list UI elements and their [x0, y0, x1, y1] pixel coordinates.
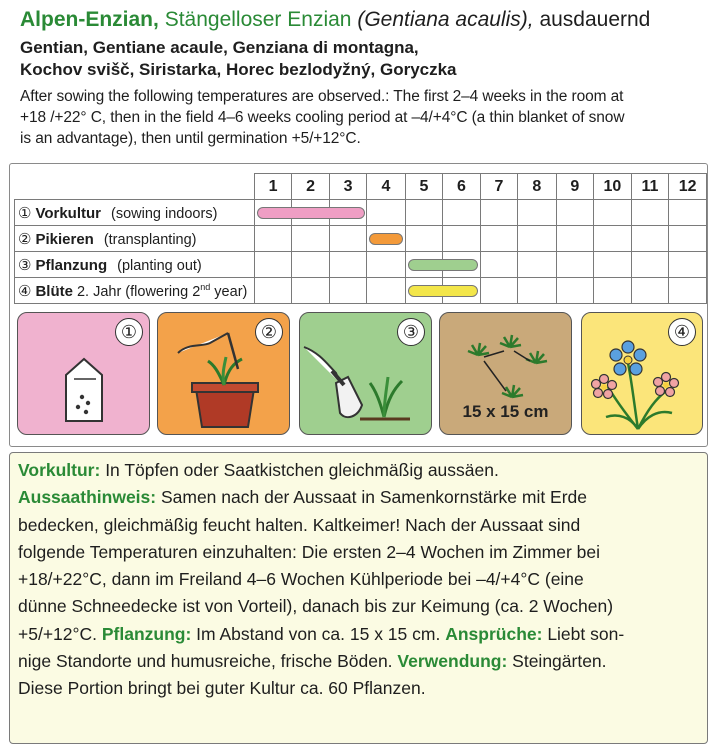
intro-line-2: +18 /+22° C, then in the field 4–6 weeks cooling period at –4/+4°C (a thin blanket of snow: [20, 109, 625, 126]
info-line-9: Diese Portion bringt bei guter Kultur ca. 60 Pflanzen.: [18, 678, 426, 699]
month-cell: [594, 252, 632, 278]
month-cell: [631, 278, 669, 304]
key-ansprueche: Ansprüche:: [445, 623, 543, 644]
key-verwendung: Verwendung:: [397, 651, 508, 672]
month-cell: [594, 226, 632, 252]
month-header: 9: [556, 174, 593, 200]
month-cell: [556, 200, 593, 226]
month-cell: [518, 252, 556, 278]
month-cell: [631, 252, 669, 278]
title-duration: ausdauernd: [539, 8, 651, 31]
month-cell: [405, 252, 442, 278]
step-name-en: (transplanting): [103, 231, 197, 248]
step-badge-2: ②: [255, 318, 283, 346]
month-cell: [329, 200, 366, 226]
calendar-panel: [9, 163, 708, 447]
calendar-row-vorkultur: [15, 200, 707, 226]
cultivation-info: [9, 452, 708, 744]
month-header: 3: [329, 174, 366, 200]
step-name-en-post: year): [210, 283, 248, 300]
step-number: ①: [18, 204, 32, 222]
title-main: Alpen-Enzian,: [20, 8, 159, 31]
month-cell: [254, 226, 291, 252]
info-line-3: bedecken, gleichmäßig feucht halten. Kaltkeimer! Nach der Aussaat sind: [18, 514, 581, 535]
info-line-4: folgende Temperaturen einzuhalten: Die ersten 2–4 Wochen im Zimmer bei: [18, 541, 601, 562]
step-name-en-sup: nd: [200, 281, 211, 292]
text-aussaat-6: +5/+12°C.: [18, 623, 97, 644]
calendar-row-pikieren: [15, 226, 707, 252]
month-cell: [329, 278, 366, 304]
spacing-label: 15 x 15 cm: [462, 402, 549, 421]
product-title: [20, 6, 710, 34]
month-cell: [669, 252, 707, 278]
info-line-7: [18, 621, 699, 648]
tile-flowering: [581, 312, 703, 435]
month-cell: [669, 278, 707, 304]
month-cell: [480, 278, 517, 304]
month-cell: [669, 226, 707, 252]
step-badge-1: ①: [115, 318, 143, 346]
month-cell: [556, 226, 593, 252]
row-label: [15, 252, 255, 278]
step-number: ④: [18, 282, 32, 300]
text-vorkultur: In Töpfen oder Saatkistchen gleichmäßig aussäen.: [100, 460, 499, 480]
month-cell: [405, 200, 442, 226]
month-cell: [292, 226, 329, 252]
calendar-corner: [15, 174, 255, 200]
step-name-en: (planting out): [117, 257, 202, 274]
month-cell: [556, 252, 593, 278]
month-cell: [254, 200, 291, 226]
month-cell: [518, 226, 556, 252]
step-name-de: Pflanzung: [35, 256, 108, 274]
calendar-row-pflanzung: [15, 252, 707, 278]
month-cell: [367, 200, 405, 226]
month-cell: [367, 278, 405, 304]
step-name-de: Pikieren: [35, 230, 94, 248]
month-cell: [443, 200, 480, 226]
month-cell: [367, 226, 405, 252]
month-header: 7: [480, 174, 517, 200]
month-cell: [292, 252, 329, 278]
row-label: [15, 226, 255, 252]
month-header: 1: [254, 174, 291, 200]
calendar-row-bluete: [15, 278, 707, 304]
tile-transplanting: [157, 312, 290, 435]
month-header: 2: [292, 174, 329, 200]
month-cell: [254, 252, 291, 278]
month-header: 10: [594, 174, 632, 200]
month-cell: [329, 252, 366, 278]
month-cell: [669, 200, 707, 226]
month-cell: [443, 252, 480, 278]
month-cell: [443, 226, 480, 252]
step-name-de: Vorkultur: [35, 204, 102, 222]
row-label: [15, 278, 255, 304]
key-aussaathinweis: Aussaathinweis:: [18, 487, 157, 508]
month-cell: [518, 278, 556, 304]
month-cell: [443, 278, 480, 304]
step-pictograms: [17, 312, 702, 437]
month-cell: [480, 200, 517, 226]
tile-spacing: [439, 312, 572, 435]
text-ansprueche-1: Liebt son-: [542, 623, 625, 644]
info-line-5: +18/+22°C, dann im Freiland 4–6 Wochen Kühlperiode bei –4/+4°C (eine: [18, 569, 584, 590]
info-line-6: dünne Schneedecke ist von Vorteil), danach bis zur Keimung (ca. 2 Wochen): [18, 596, 614, 617]
month-cell: [292, 278, 329, 304]
month-header: 8: [518, 174, 556, 200]
key-vorkultur: Vorkultur:: [18, 460, 101, 480]
intro-text: [20, 86, 710, 149]
month-cell: [480, 226, 517, 252]
intro-line-1: After sowing the following temperatures are observed.: The first 2–4 weeks in the room at: [20, 88, 624, 105]
intro-line-3: is an advantage), then until germination +5/+12°C.: [20, 130, 361, 147]
month-cell: [594, 200, 632, 226]
tile-sowing: [17, 312, 150, 435]
month-cell: [480, 252, 517, 278]
month-header: 5: [405, 174, 442, 200]
tile-planting: [299, 312, 432, 435]
info-line-2: [18, 484, 699, 511]
title-latin: (Gentiana acaulis),: [357, 8, 534, 31]
month-cell: [367, 252, 405, 278]
month-cell: [254, 278, 291, 304]
month-cell: [518, 200, 556, 226]
step-name-en-pre: 2. Jahr (flowering 2: [76, 283, 201, 300]
step-badge-4: ④: [668, 318, 696, 346]
step-number: ③: [18, 256, 32, 274]
step-name-en: [76, 281, 248, 300]
month-cell: [556, 278, 593, 304]
month-cell: [329, 226, 366, 252]
month-cell: [631, 200, 669, 226]
month-cell: [631, 226, 669, 252]
step-name-de: Blüte: [35, 282, 73, 300]
month-cell: [594, 278, 632, 304]
alt-names-line-2: Kochov svišč, Siristarka, Horec bezlodyžný, Goryczka: [20, 60, 457, 79]
month-cell: [405, 278, 442, 304]
month-header: 4: [367, 174, 405, 200]
title-sub: Stängelloser Enzian: [164, 8, 352, 31]
key-pflanzung: Pflanzung:: [101, 623, 192, 644]
calendar-period-bar: [369, 233, 403, 245]
info-line-8: [18, 648, 699, 675]
row-label: [15, 200, 255, 226]
month-header: 12: [669, 174, 707, 200]
header: [20, 6, 710, 149]
sowing-calendar: [14, 173, 707, 304]
month-header: 6: [443, 174, 480, 200]
step-badge-3: ③: [397, 318, 425, 346]
alt-names: [20, 37, 710, 81]
month-header-row: [15, 174, 707, 200]
month-cell: [292, 200, 329, 226]
text-pflanzung: Im Abstand von ca. 15 x 15 cm.: [191, 623, 441, 644]
month-cell: [405, 226, 442, 252]
alt-names-line-1: Gentian, Gentiane acaule, Genziana di montagna,: [20, 38, 419, 57]
info-line-1: [18, 457, 699, 484]
text-ansprueche-2: nige Standorte und humusreiche, frische Böden.: [18, 651, 393, 672]
month-header: 11: [631, 174, 669, 200]
text-verwendung: Steingärten.: [507, 651, 607, 672]
text-aussaat-1: Samen nach der Aussaat in Samenkornstärke mit Erde: [156, 487, 588, 508]
step-number: ②: [18, 230, 32, 248]
step-name-en: (sowing indoors): [111, 205, 218, 222]
